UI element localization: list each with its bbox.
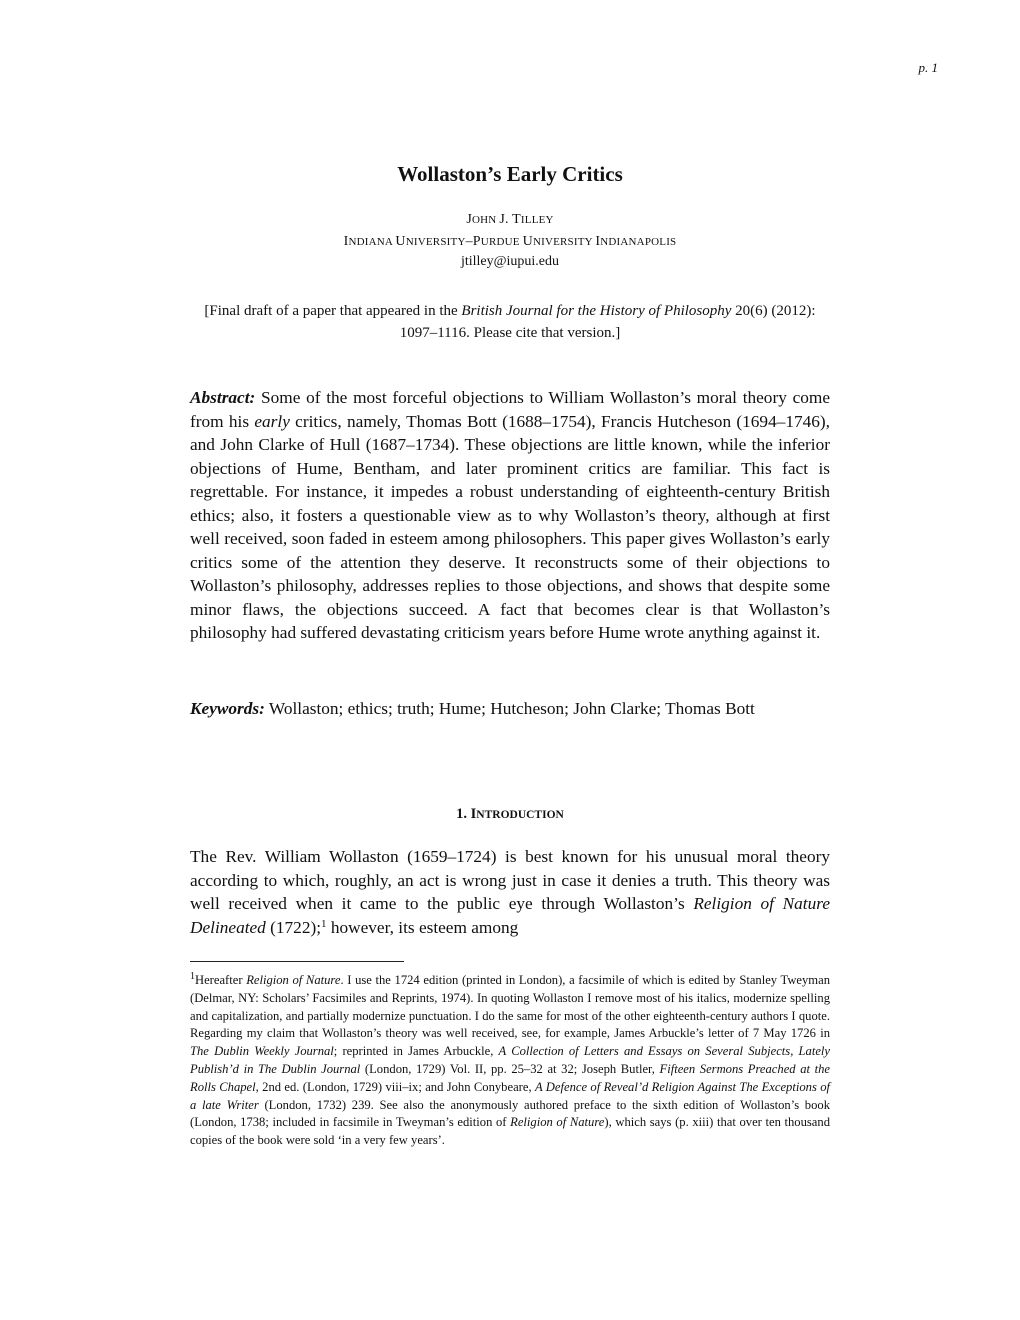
intro-paragraph: The Rev. William Wollaston (1659–1724) is best known for his unusual moral theory according to which, roughly, an act is wrong just in case it denies a truth. This theory was well received when it came to the public eye through Wollaston’s Religion of Nature Delineated (1722);$^1$ however, its esteem among [190, 847, 830, 937]
book-title: Religion of Nature Delineated [190, 894, 830, 937]
abstract-label: Abstract: [190, 388, 256, 407]
footnote-reference[interactable]: 1 [321, 917, 327, 930]
author-affiliation: INDIANA UNIVERSITY–PURDUE UNIVERSITY INDIANAPOLIS [343, 234, 677, 249]
paper-title: Wollaston’s Early Critics [397, 162, 623, 186]
publication-note: [Final draft of a paper that appeared in the British Journal for the History of Philosophy 20(6) (2012): 1097–1116. Please cite that version.] [204, 303, 816, 341]
keywords-label: Keywords: [190, 699, 265, 718]
page-number: p. 1 [918, 60, 938, 75]
footnote: $^1$Hereafter Religion of Nature. I use the 1724 edition (printed in London), a facsimile of which is edited by Stanley Tweyman (Delmar, NY: Scholars’ Facsimiles and Reprints, 1974). In quoting Wollaston I remove most of his italics, modernize spelling and capitalization, and partially modernize punctuation. I do the same for most of the other eighteenth-century authors I quote. Regarding my claim that Wollaston’s theory was well received, see, for example, James Arbuckle’s letter of 7 May 1726 in The Dublin Weekly Journal; reprinted in James Arbuckle, A Collection of Letters and Essays on Several Subjects, Lately Publish’d in The Dublin Journal (London, 1729) Vol. II, pp. 25–32 at 32; Joseph Butler, Fifteen Sermons Preached at the Rolls Chapel, 2nd ed. (London, 1729) viii–ix; and John Conybeare, A Defence of Reveal’d Religion Against The Exceptions of a late Writer (London, 1732) 239. See also the anonymously authored preface to the sixth edition of Wollaston’s book (London, 1738; included in facsimile in Tweyman’s edition of Religion of Nature), which says (p. xiii) that over ten thousand copies of the book were sold ‘in a very few years’. [190, 971, 831, 1148]
author-name: JOHN J. TILLEY [466, 212, 554, 227]
author-block [0, 209, 1020, 253]
abstract: Abstract: Some of the most forceful objections to William Wollaston’s moral theory come from his early critics, namely, Thomas Bott (1688–1754), Francis Hutcheson (1694–1746), and John Clarke of Hull (1687–1734). These objections are little known, while the inferior objections of Hume, Bentham, and later prominent critics are familiar. This fact is regrettable. For instance, it impedes a robust understanding of eighteenth-century British ethics; also, it fosters a questionable view as to why Wollaston’s theory, although at first well received, soon faded in esteem among philosophers. This paper gives Wollaston’s early critics some of the attention they deserve. It reconstructs some of their objections to Wollaston’s philosophy, addresses replies to those objections, and shows that despite some minor flaws, the objections succeed. A fact that becomes clear is that Wollaston’s philosophy had suffered devastating criticism years before Hume wrote anything against it. [190, 388, 830, 642]
footnote-mark: 1 [190, 971, 195, 982]
author-email: jtilley@iupui.edu [460, 254, 560, 269]
section-heading: 1. INTRODUCTION [456, 806, 564, 822]
journal-name: British Journal for the History of Philosophy [461, 303, 732, 319]
keywords: Keywords: Wollaston; ethics; truth; Hume; Hutcheson; John Clarke; Thomas Bott [190, 699, 755, 718]
footnote-divider [190, 961, 404, 962]
